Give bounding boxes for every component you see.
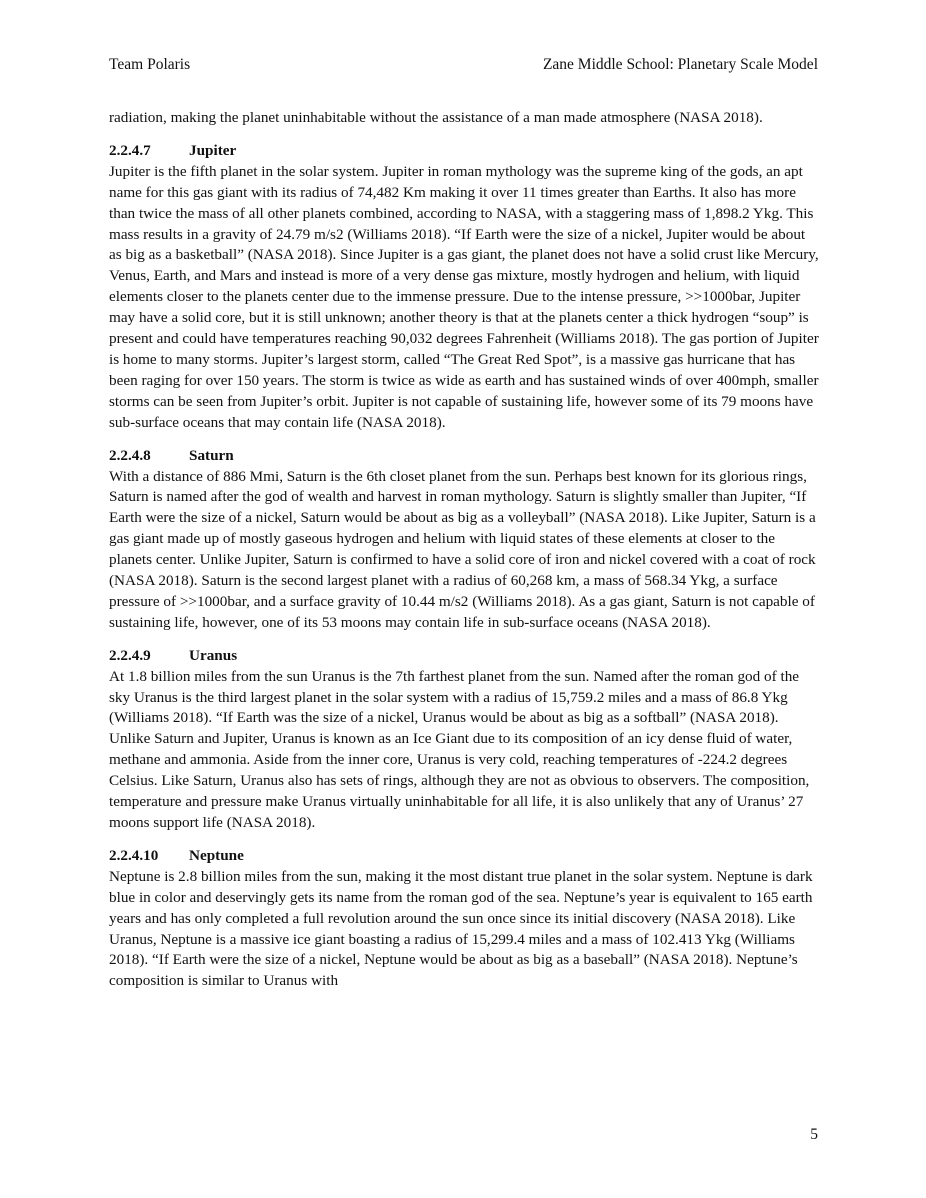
section-heading [109, 446, 821, 467]
section-paragraph: With a distance of 886 Mmi, Saturn is the 6th closet planet from the sun. Perhaps best known for its glorious rings, Saturn is named after the god of wealth and harvest in roman mythology. Saturn is slightly smaller than Jupiter, “If Earth were the size of a nickel, Saturn would be about as big as a volleyball” (NASA 2018). Like Jupiter, Saturn is a gas giant made up of mostly gaseous hydrogen and helium with liquid states of these elements at closer to the planets center. Unlike Jupiter, Saturn is confirmed to have a solid core of iron and nickel covered with a coat of rock (NASA 2018). Saturn is the second largest planet with a radius of 60,268 km, a mass of 568.34 Ykg, a surface pressure of >>1000bar, and a surface gravity of 10.44 m/s2 (Williams 2018). As a gas giant, Saturn is not capable of sustaining life, however, one of its 53 moons may contain life in sub-surface oceans (NASA 2018). [109, 467, 816, 631]
document-body [109, 108, 821, 1004]
section-paragraph: Neptune is 2.8 billion miles from the sun, making it the most distant true planet in the solar system. Neptune is dark blue in color and deservingly gets its name from the roman god of the sea. Neptune’s year is equivalent to 165 earth years and has only completed a full revolution around the sun once since its initial discovery (NASA 2018). Like Uranus, Neptune is a massive ice giant boasting a radius of 15,299.4 miles and a mass of 102.413 Ykg (Williams 2018). “If Earth were the size of a nickel, Neptune would be about as big as a baseball” (NASA 2018). Neptune’s composition is similar to Uranus with [109, 867, 813, 990]
section-heading [109, 646, 821, 667]
section-number: 2.2.4.8 [109, 446, 151, 464]
section-heading [109, 141, 821, 162]
section-title: Saturn [189, 446, 234, 464]
header-document-title: Zane Middle School: Planetary Scale Model [542, 56, 818, 73]
section-heading [109, 846, 821, 867]
section-jupiter [109, 141, 821, 434]
section-title: Jupiter [189, 141, 237, 159]
section-number: 2.2.4.9 [109, 646, 151, 664]
section-number: 2.2.4.7 [109, 141, 151, 159]
section-title: Uranus [189, 646, 238, 664]
section-number: 2.2.4.10 [109, 846, 159, 864]
section-neptune [109, 846, 821, 992]
header-team-name: Team Polaris [109, 56, 191, 73]
section-paragraph: Jupiter is the fifth planet in the solar system. Jupiter in roman mythology was the supreme king of the gods, an apt name for this gas giant with its radius of 74,482 Km making it over 11 times greater than Earths. It also has more than twice the mass of all other planets combined, according to NASA, with a staggering mass of 1,898.2 Ykg. This mass results in a gravity of 24.79 m/s2 (Williams 2018). “If Earth were the size of a nickel, Jupiter would be about as big as a basketball” (NASA 2018). Since Jupiter is a gas giant, the planet does not have a solid crust like Mercury, Venus, Earth, and Mars and instead is more of a very dense gas mixture, mostly hydrogen and helium, with liquid elements closer to the planets center due to the immense pressure. Due to the intense pressure, >>1000bar, Jupiter may have a solid core, but it is still unknown; another theory is that at the planets center a thick hydrogen “soup” is present and could have temperatures reaching 90,032 degrees Fahrenheit (Williams 2018). The gas portion of Jupiter is home to many storms. Jupiter’s largest storm, called “The Great Red Spot”, is a massive gas hurricane that has been raging for over 150 years. The storm is twice as wide as earth and has sustained winds of over 400mph, smaller storms can be seen from Jupiter’s orbit. Jupiter is not capable of sustaining life, however some of its 79 moons have sub-surface oceans that may contain life (NASA 2018). [109, 162, 819, 431]
section-uranus [109, 646, 821, 834]
intro-paragraph: radiation, making the planet uninhabitable without the assistance of a man made atmosphere (NASA 2018). [109, 109, 763, 126]
section-saturn [109, 446, 821, 634]
section-paragraph: At 1.8 billion miles from the sun Uranus is the 7th farthest planet from the sun. Named after the roman god of the sky Uranus is the third largest planet in the solar system with a radius of 15,759.2 miles and a mass of 86.8 Ykg (Williams 2018). “If Earth was the size of a nickel, Uranus would be about as big as a softball” (NASA 2018). Unlike Saturn and Jupiter, Uranus is known as an Ice Giant due to its composition of an icy dense fluid of water, methane and ammonia. Aside from the inner core, Uranus is very cold, reaching temperatures of -224.2 degrees Celsius. Like Saturn, Uranus also has sets of rings, although they are not as obvious to observers. The composition, temperature and pressure make Uranus virtually uninhabitable for all life, it is also unlikely that any of Uranus’ 27 moons support life (NASA 2018). [109, 667, 810, 831]
section-title: Neptune [189, 846, 244, 864]
page-number: 5 [810, 1126, 818, 1143]
